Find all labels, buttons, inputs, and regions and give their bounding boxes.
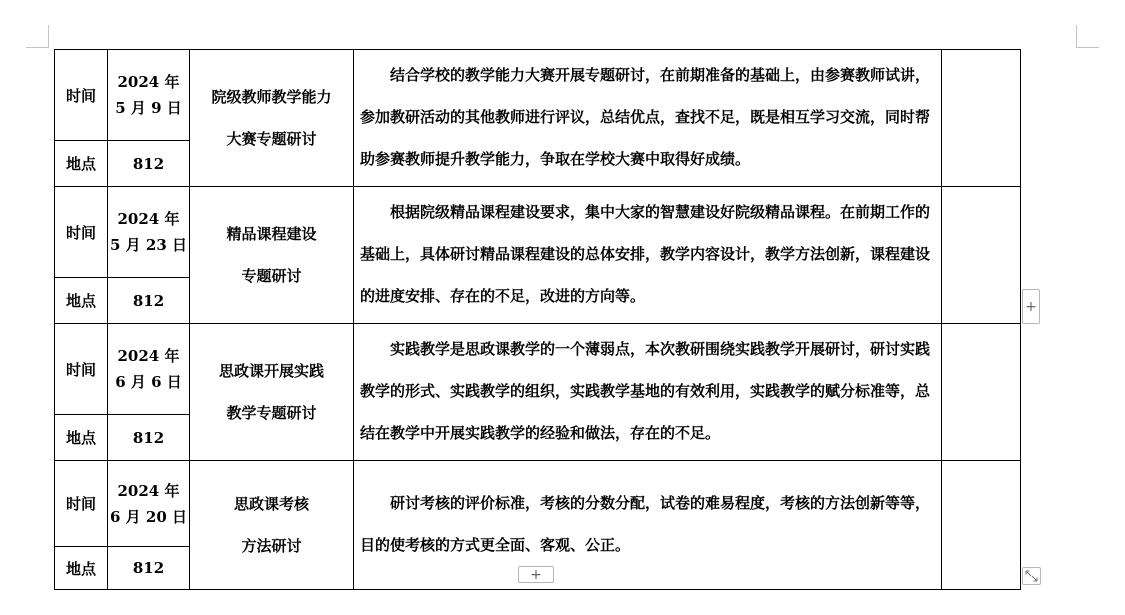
place-label-cell[interactable]: 地点 [55, 415, 108, 461]
remarks-cell[interactable] [942, 324, 1021, 461]
date-day: 5 月 9 日 [115, 99, 182, 118]
time-label-cell[interactable]: 时间 [55, 187, 108, 278]
table-resize-handle[interactable] [1022, 567, 1041, 585]
content-text: 根据院级精品课程建设要求，集中大家的智慧建设好院级精品课程。在前期工作的基础上，具体研讨精品课程建设的总体安排，教学内容设计，教学方法创新，课程建设的进度安排、存在的不足，改进的方向等。 [360, 203, 931, 305]
table-row [55, 461, 1021, 547]
place-cell[interactable]: 812 [108, 141, 190, 187]
margin-corner-top-right [1076, 25, 1099, 48]
add-column-button[interactable]: + [1022, 289, 1040, 324]
content-text: 实践教学是思政课教学的一个薄弱点，本次教研围绕实践教学开展研讨，研讨实践教学的形式、实践教学的组织，实践教学基地的有效利用，实践教学的赋分标准等，总结在教学中开展实践教学的经验和做法，存在的不足。 [360, 340, 931, 442]
time-label-cell[interactable]: 时间 [55, 461, 108, 547]
topic-line: 专题研讨 [241, 267, 302, 285]
date-day: 6 月 6 日 [115, 373, 182, 392]
place-cell[interactable]: 812 [108, 278, 190, 324]
topic-cell[interactable] [190, 461, 354, 590]
remarks-cell[interactable] [942, 187, 1021, 324]
date-year: 2024 年 [117, 481, 180, 500]
table-row [55, 187, 1021, 278]
topic-line: 精品课程建设 [226, 225, 317, 243]
date-cell[interactable] [108, 50, 190, 141]
place-label-cell[interactable]: 地点 [55, 278, 108, 324]
date-year: 2024 年 [117, 73, 180, 92]
date-cell[interactable] [108, 461, 190, 547]
content-cell[interactable] [354, 324, 942, 461]
place-cell[interactable]: 812 [108, 547, 190, 590]
date-cell[interactable] [108, 324, 190, 415]
topic-cell[interactable] [190, 187, 354, 324]
place-label-cell[interactable]: 地点 [55, 141, 108, 187]
topic-line: 思政课开展实践 [218, 362, 324, 380]
date-year: 2024 年 [117, 347, 180, 366]
date-cell[interactable] [108, 187, 190, 278]
topic-line: 思政课考核 [233, 495, 309, 513]
date-day: 6 月 20 日 [110, 507, 187, 526]
table-row [55, 324, 1021, 415]
topic-cell[interactable] [190, 324, 354, 461]
place-label-cell[interactable]: 地点 [55, 547, 108, 590]
remarks-cell[interactable] [942, 461, 1021, 590]
content-text: 研讨考核的评价标准，考核的分数分配，试卷的难易程度，考核的方法创新等等，目的使考核的方式更全面、客观、公正。 [360, 494, 931, 554]
date-year: 2024 年 [117, 210, 180, 229]
add-row-button[interactable]: + [518, 566, 554, 583]
topic-cell[interactable] [190, 50, 354, 187]
topic-line: 教学专题研讨 [226, 404, 317, 422]
content-cell[interactable] [354, 187, 942, 324]
place-cell[interactable]: 812 [108, 415, 190, 461]
activity-schedule-table[interactable] [54, 49, 1021, 590]
topic-line: 方法研讨 [241, 537, 302, 555]
date-day: 5 月 23 日 [110, 236, 187, 255]
resize-arrows-icon [1023, 568, 1040, 584]
margin-corner-top-left [26, 25, 49, 48]
topic-line: 大赛专题研讨 [226, 130, 317, 148]
content-cell[interactable] [354, 461, 942, 590]
time-label-cell[interactable]: 时间 [55, 50, 108, 141]
content-text: 结合学校的教学能力大赛开展专题研讨，在前期准备的基础上，由参赛教师试讲，参加教研活动的其他教师进行评议，总结优点，查找不足，既是相互学习交流，同时帮助参赛教师提升教学能力，争取在学校大赛中取得好成绩。 [360, 66, 931, 168]
time-label-cell[interactable]: 时间 [55, 324, 108, 415]
remarks-cell[interactable] [942, 50, 1021, 187]
table-row [55, 50, 1021, 141]
content-cell[interactable] [354, 50, 942, 187]
topic-line: 院级教师教学能力 [211, 88, 332, 106]
